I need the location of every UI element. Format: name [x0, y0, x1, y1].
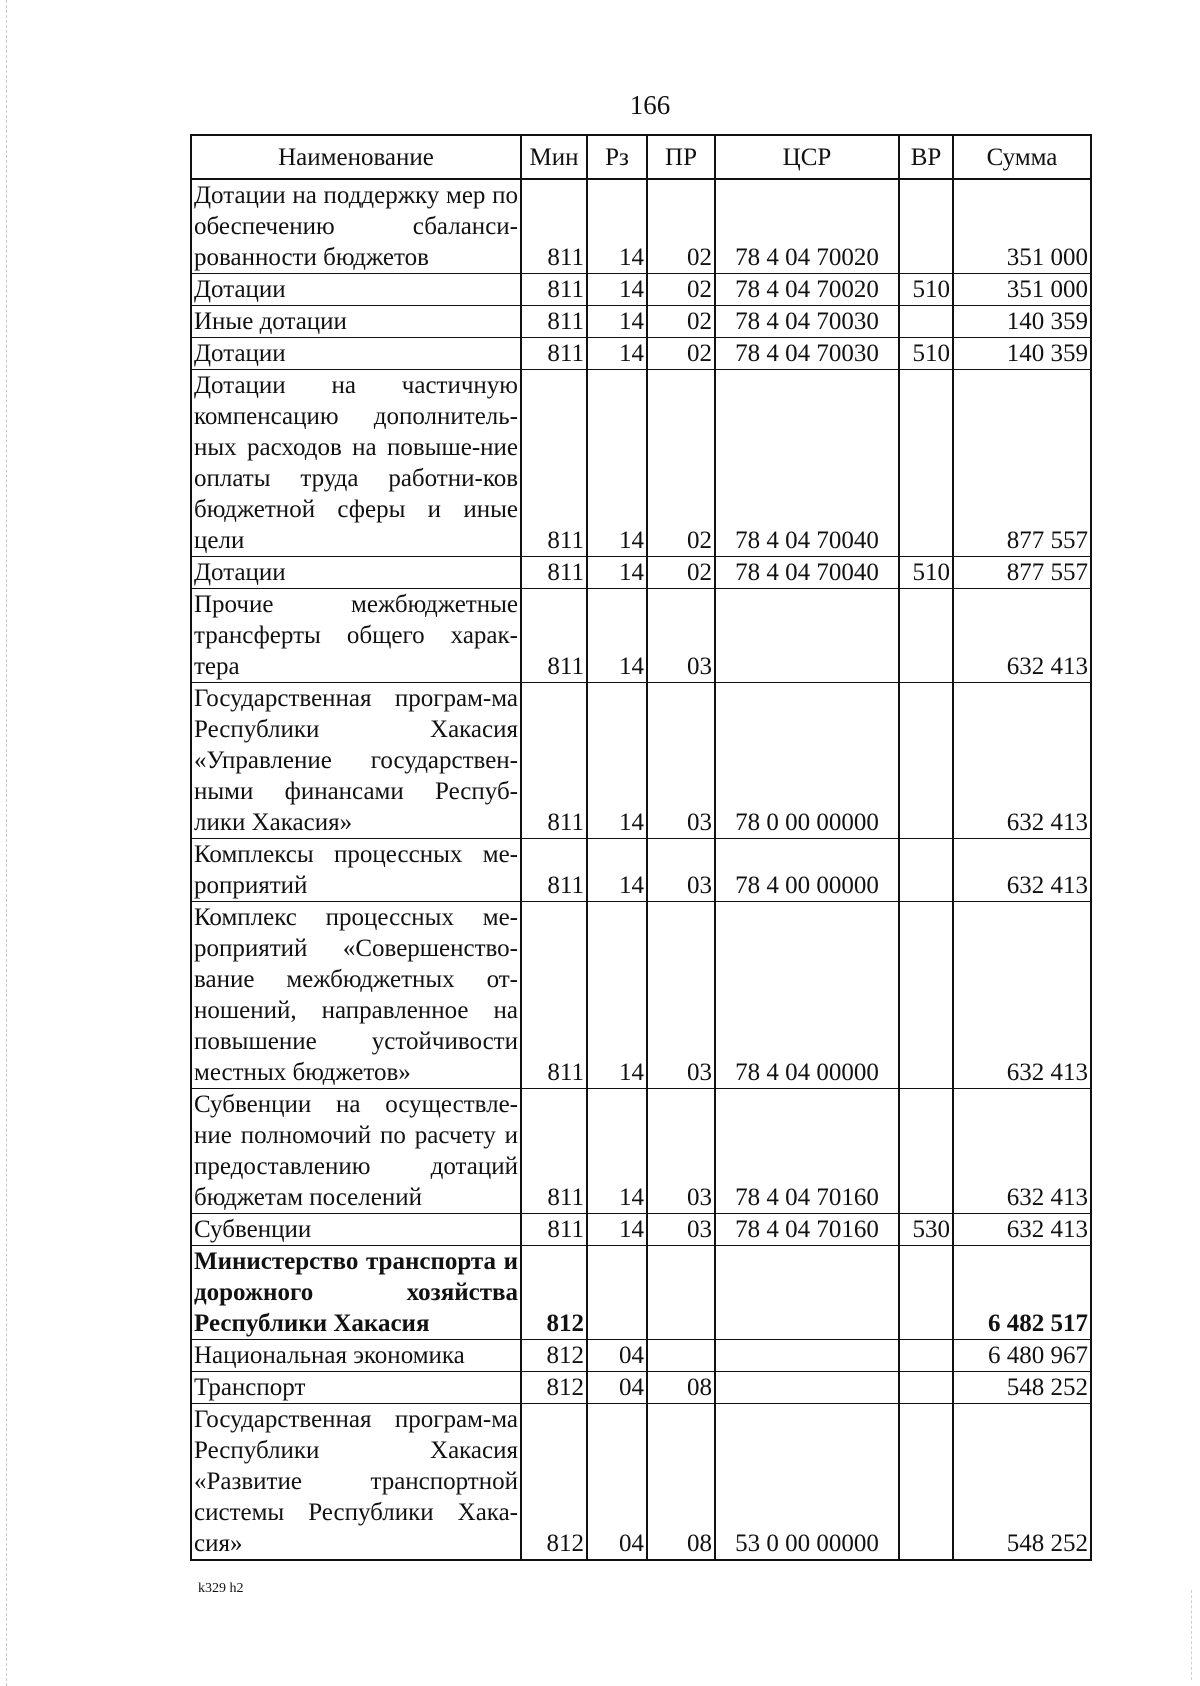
- table-row: [191, 1214, 1091, 1246]
- cell-sum: 877 557: [953, 557, 1091, 589]
- cell-csr: 78 4 00 00000: [715, 839, 899, 902]
- cell-min: 811: [521, 1214, 587, 1246]
- table-row: [191, 274, 1091, 306]
- cell-rz: 14: [587, 338, 647, 370]
- cell-pr: [647, 1246, 715, 1340]
- table-row: [191, 839, 1091, 902]
- cell-vr: [899, 839, 953, 902]
- cell-sum: 140 359: [953, 338, 1091, 370]
- cell-csr: [715, 589, 899, 683]
- cell-min: 811: [521, 370, 587, 557]
- cell-vr: 510: [899, 557, 953, 589]
- cell-name: Дотации на поддержку мер по обеспечению сбаланси-рованности бюджетов: [191, 179, 521, 274]
- table-row: [191, 370, 1091, 557]
- cell-pr: 03: [647, 683, 715, 839]
- table-row: [191, 306, 1091, 338]
- cell-csr: 78 4 04 70030: [715, 306, 899, 338]
- footer-code: k329 h2: [198, 1581, 244, 1596]
- cell-min: 811: [521, 902, 587, 1089]
- cell-rz: 04: [587, 1372, 647, 1404]
- cell-csr: 78 4 04 70160: [715, 1214, 899, 1246]
- budget-table: [190, 134, 1092, 1561]
- cell-pr: [647, 1340, 715, 1372]
- cell-sum: 6 480 967: [953, 1340, 1091, 1372]
- cell-min: 812: [521, 1404, 587, 1561]
- cell-csr: 53 0 00 00000: [715, 1404, 899, 1561]
- header-csr: ЦСР: [715, 135, 899, 179]
- table-row: [191, 1089, 1091, 1214]
- cell-min: 811: [521, 557, 587, 589]
- cell-min: 811: [521, 274, 587, 306]
- header-sum: Сумма: [953, 135, 1091, 179]
- table-row: [191, 1340, 1091, 1372]
- header-name: Наименование: [191, 135, 521, 179]
- cell-rz: 14: [587, 839, 647, 902]
- cell-pr: 03: [647, 902, 715, 1089]
- cell-min: 811: [521, 306, 587, 338]
- cell-vr: [899, 370, 953, 557]
- cell-pr: 02: [647, 370, 715, 557]
- scan-edge-left: [6, 0, 7, 1686]
- cell-name: Государственная програм-ма Республики Хакасия «Управление государствен-ными финансами Респуб-лики Хакасия»: [191, 683, 521, 839]
- cell-pr: 03: [647, 1214, 715, 1246]
- cell-rz: 14: [587, 557, 647, 589]
- cell-min: 811: [521, 1089, 587, 1214]
- cell-min: 811: [521, 338, 587, 370]
- cell-rz: 14: [587, 902, 647, 1089]
- cell-pr: 02: [647, 338, 715, 370]
- table-row: [191, 1404, 1091, 1561]
- cell-pr: 02: [647, 274, 715, 306]
- cell-vr: [899, 1404, 953, 1561]
- cell-rz: 14: [587, 274, 647, 306]
- table-row: [191, 589, 1091, 683]
- cell-vr: [899, 179, 953, 274]
- cell-vr: 510: [899, 274, 953, 306]
- cell-sum: 6 482 517: [953, 1246, 1091, 1340]
- cell-rz: 14: [587, 683, 647, 839]
- header-vr: ВР: [899, 135, 953, 179]
- cell-rz: 14: [587, 1214, 647, 1246]
- cell-vr: [899, 1246, 953, 1340]
- cell-csr: 78 0 00 00000: [715, 683, 899, 839]
- cell-vr: [899, 589, 953, 683]
- cell-sum: 632 413: [953, 839, 1091, 902]
- cell-min: 811: [521, 589, 587, 683]
- page-number: 166: [629, 90, 671, 120]
- cell-csr: 78 4 04 70030: [715, 338, 899, 370]
- table-row: [191, 557, 1091, 589]
- cell-pr: 03: [647, 839, 715, 902]
- cell-sum: 632 413: [953, 902, 1091, 1089]
- cell-rz: [587, 1246, 647, 1340]
- cell-rz: 14: [587, 370, 647, 557]
- cell-sum: 632 413: [953, 589, 1091, 683]
- cell-sum: 632 413: [953, 1089, 1091, 1214]
- cell-name: Дотации: [191, 274, 521, 306]
- cell-pr: 03: [647, 589, 715, 683]
- header-rz: Рз: [587, 135, 647, 179]
- cell-csr: 78 4 04 70040: [715, 370, 899, 557]
- cell-csr: 78 4 04 70020: [715, 274, 899, 306]
- cell-pr: 08: [647, 1372, 715, 1404]
- table-row: [191, 179, 1091, 274]
- cell-min: 811: [521, 839, 587, 902]
- cell-name: Комплекс процессных ме-роприятий «Совершенство-вание межбюджетных от-ношений, направленное на повышение устойчивости местных бюджетов»: [191, 902, 521, 1089]
- cell-vr: [899, 683, 953, 839]
- cell-min: 812: [521, 1246, 587, 1340]
- cell-vr: [899, 902, 953, 1089]
- cell-csr: [715, 1340, 899, 1372]
- table-header-row: [191, 135, 1091, 179]
- cell-rz: 14: [587, 306, 647, 338]
- cell-csr: 78 4 04 70040: [715, 557, 899, 589]
- cell-vr: [899, 306, 953, 338]
- table-row: [191, 683, 1091, 839]
- cell-vr: [899, 1089, 953, 1214]
- cell-sum: 351 000: [953, 274, 1091, 306]
- header-pr: ПР: [647, 135, 715, 179]
- cell-sum: 877 557: [953, 370, 1091, 557]
- table-row: [191, 1246, 1091, 1340]
- cell-csr: 78 4 04 70020: [715, 179, 899, 274]
- cell-sum: 351 000: [953, 179, 1091, 274]
- cell-pr: 08: [647, 1404, 715, 1561]
- cell-min: 812: [521, 1340, 587, 1372]
- cell-name: Субвенции на осуществле-ние полномочий по расчету и предоставлению дотаций бюджетам поселений: [191, 1089, 521, 1214]
- cell-name: Транспорт: [191, 1372, 521, 1404]
- cell-name: Национальная экономика: [191, 1340, 521, 1372]
- cell-pr: 02: [647, 306, 715, 338]
- cell-name: Прочие межбюджетные трансферты общего харак-тера: [191, 589, 521, 683]
- cell-min: 811: [521, 683, 587, 839]
- table-row: [191, 338, 1091, 370]
- cell-vr: 510: [899, 338, 953, 370]
- cell-name: Дотации на частичную компенсацию дополнитель-ных расходов на повыше-ние оплаты труда работни-ков бюджетной сферы и иные цели: [191, 370, 521, 557]
- cell-name: Дотации: [191, 557, 521, 589]
- cell-name: Дотации: [191, 338, 521, 370]
- cell-name: Министерство транспорта и дорожного хозяйства Республики Хакасия: [191, 1246, 521, 1340]
- cell-name: Иные дотации: [191, 306, 521, 338]
- table-body: [191, 179, 1091, 1560]
- cell-rz: 14: [587, 179, 647, 274]
- cell-csr: 78 4 04 70160: [715, 1089, 899, 1214]
- cell-sum: 632 413: [953, 683, 1091, 839]
- cell-vr: 530: [899, 1214, 953, 1246]
- scan-edge-right: [1191, 1590, 1192, 1680]
- cell-sum: 548 252: [953, 1404, 1091, 1561]
- cell-name: Государственная програм-ма Республики Хакасия «Развитие транспортной системы Республики Хака-сия»: [191, 1404, 521, 1561]
- table-row: [191, 1372, 1091, 1404]
- header-min: Мин: [521, 135, 587, 179]
- cell-csr: 78 4 04 00000: [715, 902, 899, 1089]
- cell-name: Субвенции: [191, 1214, 521, 1246]
- cell-vr: [899, 1340, 953, 1372]
- cell-rz: 04: [587, 1404, 647, 1561]
- cell-csr: [715, 1372, 899, 1404]
- cell-vr: [899, 1372, 953, 1404]
- cell-sum: 140 359: [953, 306, 1091, 338]
- cell-rz: 14: [587, 1089, 647, 1214]
- cell-pr: 02: [647, 557, 715, 589]
- cell-min: 811: [521, 179, 587, 274]
- cell-pr: 02: [647, 179, 715, 274]
- cell-name: Комплексы процессных ме-роприятий: [191, 839, 521, 902]
- cell-csr: [715, 1246, 899, 1340]
- cell-sum: 632 413: [953, 1214, 1091, 1246]
- table-row: [191, 902, 1091, 1089]
- cell-sum: 548 252: [953, 1372, 1091, 1404]
- cell-min: 812: [521, 1372, 587, 1404]
- cell-rz: 14: [587, 589, 647, 683]
- cell-pr: 03: [647, 1089, 715, 1214]
- cell-rz: 04: [587, 1340, 647, 1372]
